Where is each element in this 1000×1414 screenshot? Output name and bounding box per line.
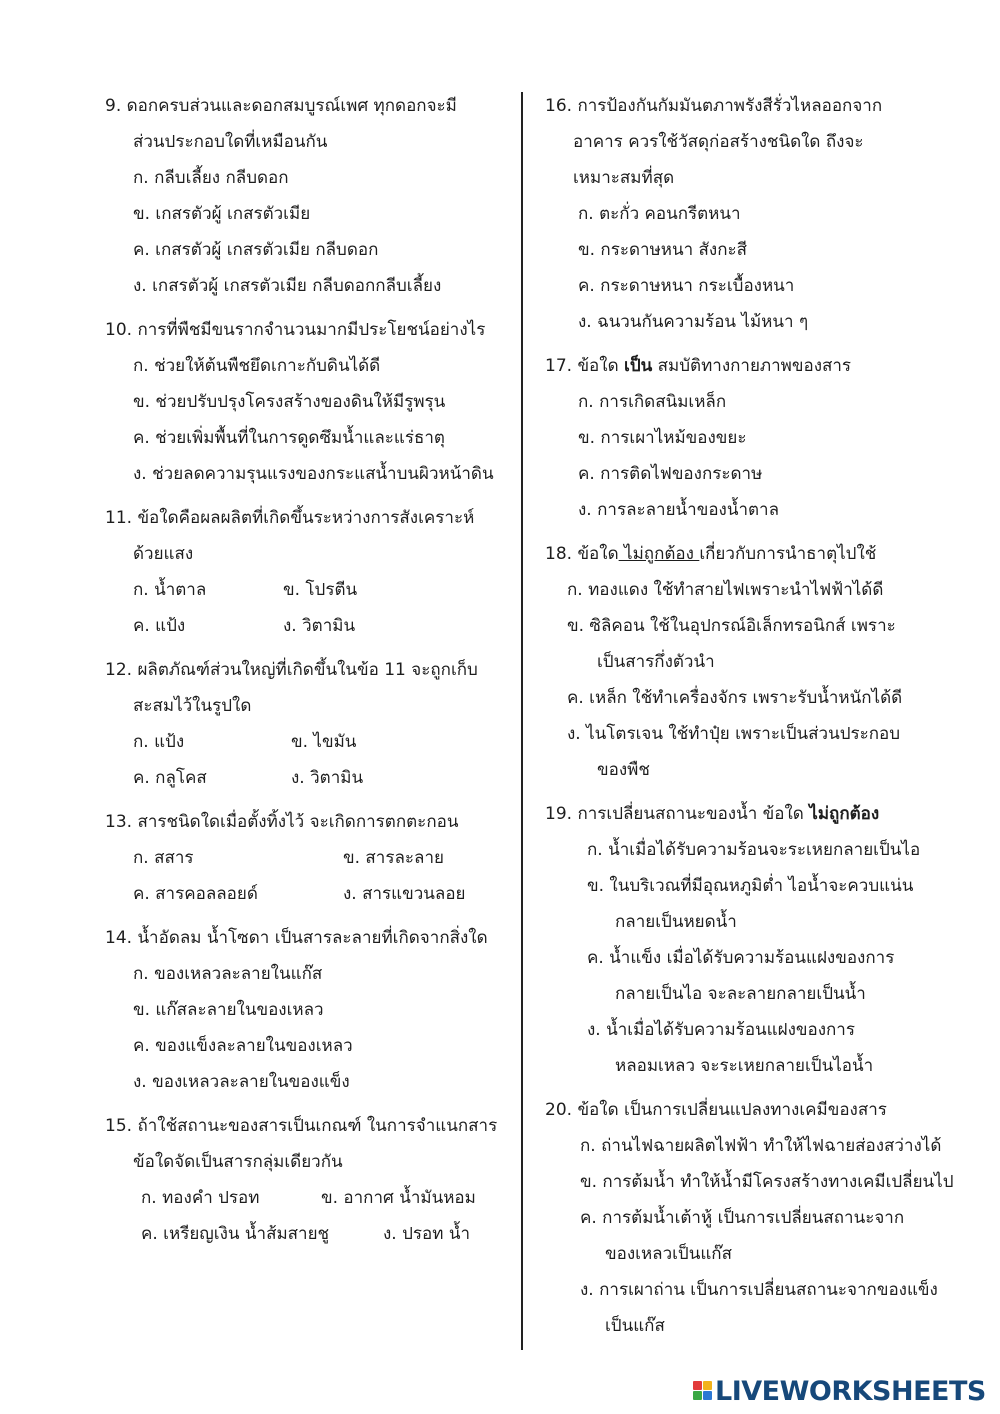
question-text: ส่วนประกอบใดที่เหมือนกัน — [133, 132, 328, 152]
choice-c-cont: กลายเป็นไอ จะละลายกลายเป็นน้ำ — [615, 984, 866, 1004]
choice-b[interactable]: ข. การเผาไหม้ของขยะ — [578, 428, 747, 448]
choice-a[interactable]: ก. การเกิดสนิมเหล็ก — [578, 392, 727, 412]
choice-b[interactable]: ข. การต้มน้ำ ทำให้น้ำมีโครงสร้างทางเคมีเปลี่ยนไป — [580, 1172, 954, 1192]
choice-c[interactable]: ค. กลูโคส — [133, 768, 207, 788]
choice-c[interactable]: ค. ของแข็งละลายในของเหลว — [133, 1036, 353, 1056]
logo-blocks-icon — [693, 1381, 713, 1401]
question-prefix: 18. ข้อใด — [545, 544, 619, 564]
question-prefix: 19. การเปลี่ยนสถานะของน้ำ ข้อใด — [545, 804, 810, 824]
left-column — [105, 88, 517, 1252]
column-divider — [521, 92, 523, 1350]
choice-a[interactable]: ก. น้ำเมื่อได้รับความร้อนจะระเหยกลายเป็นไอ — [587, 840, 921, 860]
choice-d[interactable]: ง. น้ำเมื่อได้รับความร้อนแฝงของการ — [587, 1020, 855, 1040]
question-text: 11. ข้อใดคือผลผลิตที่เกิดขึ้นระหว่างการสังเคราะห์ — [105, 508, 475, 528]
question-17 — [545, 348, 975, 528]
choice-b[interactable]: ข. แก๊สละลายในของเหลว — [133, 1000, 324, 1020]
choice-a[interactable]: ก. แป้ง — [133, 732, 185, 752]
choice-c[interactable]: ค. สารคอลลอยด์ — [133, 884, 258, 904]
question-text: ข้อใดจัดเป็นสารกลุ่มเดียวกัน — [133, 1152, 343, 1172]
question-text: 16. การป้องกันกัมมันตภาพรังสีรั่วไหลออกจาก — [545, 96, 883, 116]
logo-block — [693, 1381, 702, 1390]
question-text: 14. น้ำอัดลม น้ำโซดา เป็นสารละลายที่เกิดจากสิ่งใด — [105, 928, 488, 948]
choice-a[interactable]: ก. ช่วยให้ต้นพืชยึดเกาะกับดินได้ดี — [133, 356, 381, 376]
choice-a[interactable]: ก. ของเหลวละลายในแก๊ส — [133, 964, 323, 984]
question-text: 15. ถ้าใช้สถานะของสารเป็นเกณฑ์ ในการจำแนกสาร — [105, 1116, 498, 1136]
choice-b[interactable]: ข. สารละลาย — [343, 848, 444, 868]
choice-b[interactable]: ข. ช่วยปรับปรุงโครงสร้างของดินให้มีรูพรุน — [133, 392, 446, 412]
choice-c[interactable]: ค. กระดาษหนา กระเบื้องหนา — [578, 276, 795, 296]
choice-b-cont: เป็นสารกึ่งตัวนำ — [597, 652, 715, 672]
choice-c[interactable]: ค. น้ำแข็ง เมื่อได้รับความร้อนแฝงของการ — [587, 948, 895, 968]
question-10 — [105, 312, 517, 492]
choice-d[interactable]: ง. สารแขวนลอย — [343, 884, 466, 904]
choice-d[interactable]: ง. ช่วยลดความรุนแรงของกระแสน้ำบนผิวหน้าดิน — [133, 464, 494, 484]
choice-b[interactable]: ข. ไขมัน — [291, 732, 357, 752]
question-text: 13. สารชนิดใดเมื่อตั้งทิ้งไว้ จะเกิดการตกตะกอน — [105, 812, 459, 832]
logo-block — [703, 1391, 712, 1400]
question-text: 12. ผลิตภัณฑ์ส่วนใหญ่ที่เกิดขึ้นในข้อ 11 จะถูกเก็บ — [105, 660, 478, 680]
choice-d[interactable]: ง. การเผาถ่าน เป็นการเปลี่ยนสถานะจากของแข็ง — [580, 1280, 938, 1300]
choice-d[interactable]: ง. ไนโตรเจน ใช้ทำปุ๋ย เพราะเป็นส่วนประกอบ — [567, 724, 901, 744]
logo-block — [693, 1391, 702, 1400]
choice-d-cont: ของพืช — [597, 760, 650, 780]
question-13 — [105, 804, 517, 912]
choice-b[interactable]: ข. โปรตีน — [283, 580, 358, 600]
choice-d[interactable]: ง. ของเหลวละลายในของแข็ง — [133, 1072, 350, 1092]
emphasis: ไม่ถูกต้อง — [809, 804, 880, 824]
choice-b-cont: กลายเป็นหยดน้ำ — [615, 912, 737, 932]
question-text — [545, 536, 975, 572]
choice-a[interactable]: ก. ทองคำ ปรอท — [141, 1188, 260, 1208]
choice-c[interactable]: ค. เกสรตัวผู้ เกสรตัวเมีย กลีบดอก — [133, 240, 379, 260]
question-18 — [545, 536, 975, 788]
question-14 — [105, 920, 517, 1100]
logo-text: LIVEWORKSHEETS — [715, 1375, 986, 1407]
question-20 — [545, 1092, 975, 1344]
question-text: 20. ข้อใด เป็นการเปลี่ยนแปลงทางเคมีของสาร — [545, 1100, 887, 1120]
choice-c[interactable]: ค. แป้ง — [133, 616, 186, 636]
question-9 — [105, 88, 517, 304]
question-12 — [105, 652, 517, 796]
question-text: ด้วยแสง — [133, 544, 194, 564]
choice-a[interactable]: ก. สสาร — [133, 848, 194, 868]
choice-d[interactable]: ง. วิตามิน — [291, 768, 364, 788]
choice-d-cont: เป็นแก๊ส — [605, 1316, 665, 1336]
question-text: 9. ดอกครบส่วนและดอกสมบูรณ์เพศ ทุกดอกจะมี — [105, 96, 457, 116]
choice-b[interactable]: ข. อากาศ น้ำมันหอม — [321, 1188, 476, 1208]
liveworksheets-logo[interactable] — [693, 1376, 986, 1406]
question-text: อาคาร ควรใช้วัสดุก่อสร้างชนิดใด ถึงจะ — [573, 132, 864, 152]
choice-b[interactable]: ข. ซิลิคอน ใช้ในอุปกรณ์อิเล็กทรอนิกส์ เพราะ — [567, 616, 896, 636]
question-suffix: เกี่ยวกับการนำธาตุไปใช้ — [699, 544, 877, 564]
choice-d[interactable]: ง. เกสรตัวผู้ เกสรตัวเมีย กลีบดอกกลีบเลี้ยง — [133, 276, 442, 296]
choice-b[interactable]: ข. กระดาษหนา สังกะสี — [578, 240, 748, 260]
choice-c[interactable]: ค. การติดไฟของกระดาษ — [578, 464, 763, 484]
question-text: สะสมไว้ในรูปใด — [133, 696, 252, 716]
choice-c[interactable]: ค. การต้มน้ำเต้าหู้ เป็นการเปลี่ยนสถานะจาก — [580, 1208, 905, 1228]
question-suffix: สมบัติทางกายภาพของสาร — [652, 356, 852, 376]
logo-block — [703, 1381, 712, 1390]
choice-d[interactable]: ง. ปรอท น้ำ — [383, 1224, 471, 1244]
question-11 — [105, 500, 517, 644]
question-16 — [545, 88, 975, 340]
question-text — [545, 348, 975, 384]
question-19 — [545, 796, 975, 1084]
question-15 — [105, 1108, 517, 1252]
choice-a[interactable]: ก. น้ำตาล — [133, 580, 207, 600]
choice-c[interactable]: ค. เหล็ก ใช้ทำเครื่องจักร เพราะรับน้ำหนักได้ดี — [567, 688, 903, 708]
choice-c[interactable]: ค. ช่วยเพิ่มพื้นที่ในการดูดซึมน้ำและแร่ธาตุ — [133, 428, 445, 448]
choice-d[interactable]: ง. ฉนวนกันความร้อน ไม้หนา ๆ — [578, 312, 809, 332]
choice-d[interactable]: ง. การละลายน้ำของน้ำตาล — [578, 500, 780, 520]
choice-c[interactable]: ค. เหรียญเงิน น้ำส้มสายชู — [141, 1224, 330, 1244]
choice-a[interactable]: ก. ถ่านไฟฉายผลิตไฟฟ้า ทำให้ไฟฉายส่องสว่างได้ — [580, 1136, 942, 1156]
choice-b[interactable]: ข. ในบริเวณที่มีอุณหภูมิต่ำ ไอน้ำจะควบแน่น — [587, 876, 914, 896]
emphasis: ไม่ถูกต้อง — [618, 544, 700, 564]
right-column — [545, 88, 975, 1344]
question-text: เหมาะสมที่สุด — [573, 168, 675, 188]
emphasis: เป็น — [624, 356, 653, 376]
choice-c-cont: ของเหลวเป็นแก๊ส — [605, 1244, 732, 1264]
choice-a[interactable]: ก. ทองแดง ใช้ทำสายไฟเพราะนำไฟฟ้าได้ดี — [567, 580, 884, 600]
choice-d[interactable]: ง. วิตามิน — [283, 616, 356, 636]
choice-a[interactable]: ก. กลีบเลี้ยง กลีบดอก — [133, 168, 289, 188]
choice-d-cont: หลอมเหลว จะระเหยกลายเป็นไอน้ำ — [615, 1056, 874, 1076]
question-text — [545, 796, 975, 832]
question-prefix: 17. ข้อใด — [545, 356, 625, 376]
choice-b[interactable]: ข. เกสรตัวผู้ เกสรตัวเมีย — [133, 204, 311, 224]
question-text: 10. การที่พืชมีขนรากจำนวนมากมีประโยชน์อย่างไร — [105, 320, 486, 340]
choice-a[interactable]: ก. ตะกั่ว คอนกรีตหนา — [578, 204, 741, 224]
